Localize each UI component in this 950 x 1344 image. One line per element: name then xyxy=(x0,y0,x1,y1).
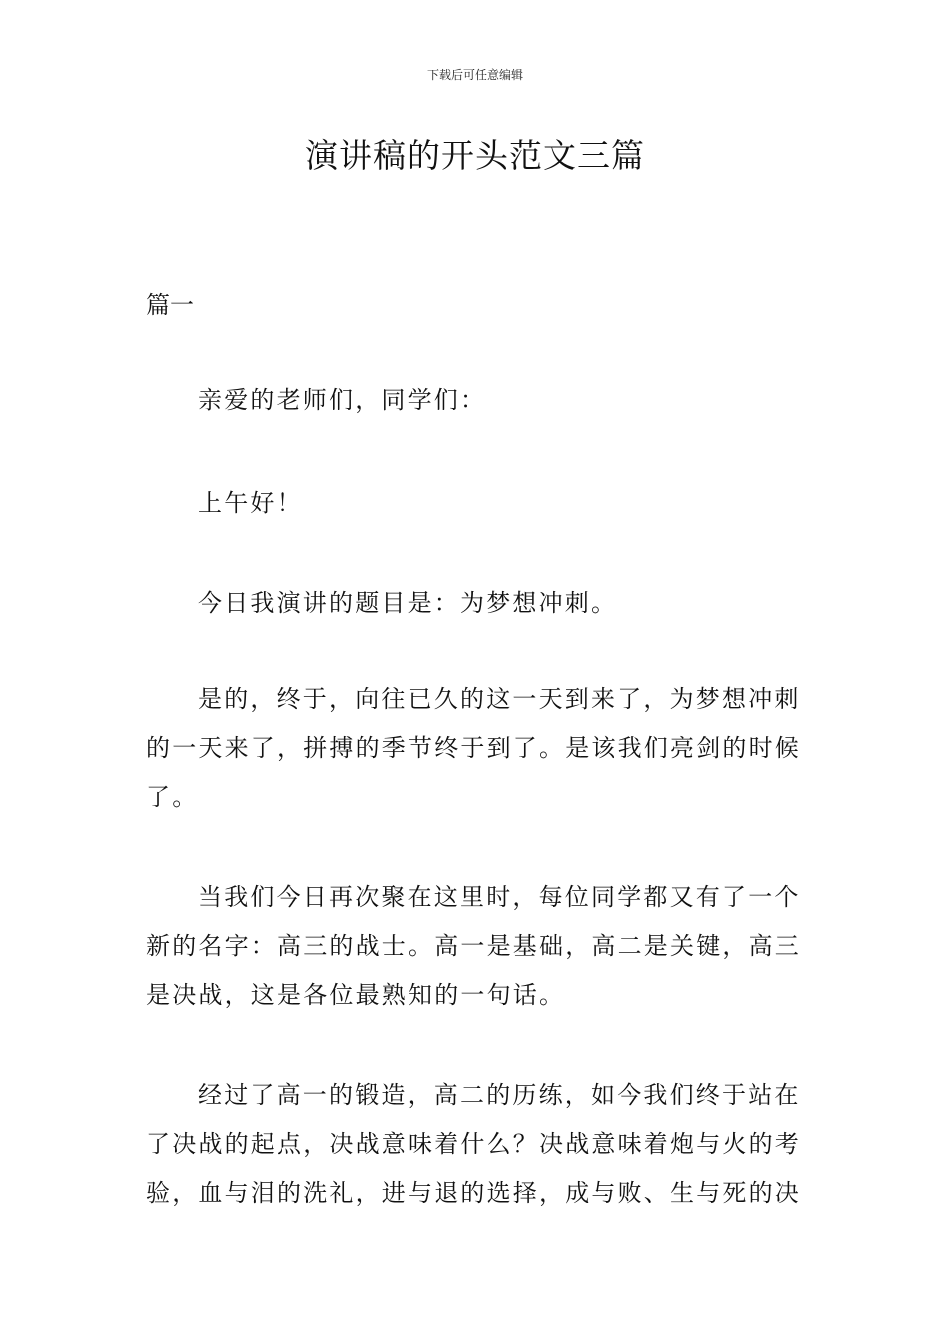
header-note: 下载后可任意编辑 xyxy=(426,68,523,82)
paragraph-topic: 今日我演讲的题目是：为梦想冲刺。 xyxy=(198,589,618,617)
paragraph-salutation: 上午好！ xyxy=(198,489,303,517)
paragraph-greeting: 亲爱的老师们，同学们： xyxy=(198,386,487,414)
document-title: 演讲稿的开头范文三篇 xyxy=(305,136,645,175)
paragraph-body: 当我们今日再次聚在这里时，每位同学都又有了一个新的名字：高三的战士。高一是基础，高二是关键，高三是决战，这是各位最熟知的一句话。 xyxy=(146,883,801,1009)
paragraph-body: 经过了高一的锻造，高二的历练，如今我们终于站在了决战的起点，决战意味着什么？决战意味着炮与火的考验，血与泪的洗礼，进与退的选择，成与败、生与死的决 xyxy=(146,1081,801,1207)
section-label: 篇一 xyxy=(146,291,194,319)
paragraph-body: 是的，终于，向往已久的这一天到来了，为梦想冲刺的一天来了，拼搏的季节终于到了。是该我们亮剑的时候了。 xyxy=(146,685,801,811)
